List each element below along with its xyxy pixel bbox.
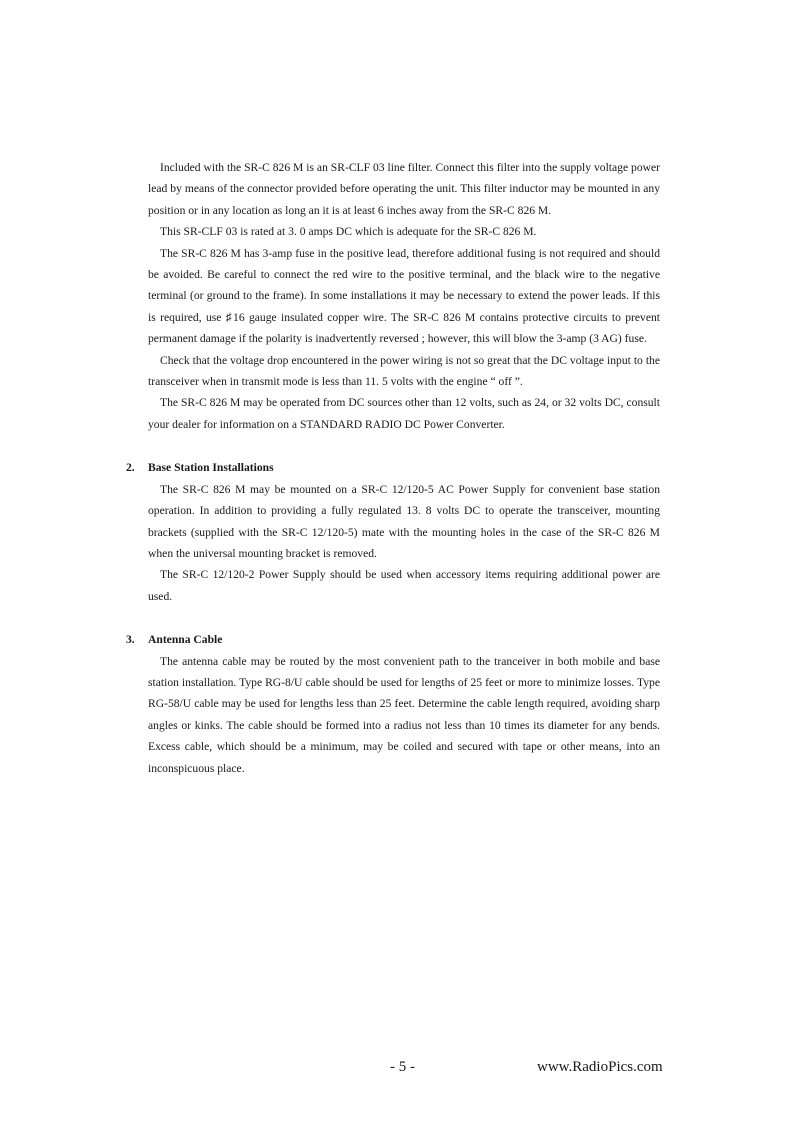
- section-title: Antenna Cable: [148, 633, 223, 647]
- section-number: 3.: [126, 633, 135, 647]
- page-number: - 5 -: [390, 1059, 415, 1075]
- intro-block: [148, 157, 660, 435]
- intro-paragraph-1: Included with the SR-C 826 M is an SR-CLF 03 line filter. Connect this filter into the supply voltage power lead by means of the connector provided before operating the unit. This filter inductor may be mounted in any position or in any location as long an it is at least 6 inches away from the SR-C 826 M.: [148, 161, 660, 217]
- intro-paragraph-4: Check that the voltage drop encountered in the power wiring is not so great that the DC voltage input to the transceiver when in transmit mode is less than 11. 5 volts with the engine “ off ”.: [148, 353, 660, 389]
- section-heading: [126, 457, 660, 478]
- section-heading: [126, 629, 660, 650]
- section-paragraph: The SR-C 12/120-2 Power Supply should be used when accessory items requiring additional power are used.: [148, 568, 660, 603]
- section-antenna-cable: [126, 629, 660, 779]
- intro-paragraph-5: The SR-C 826 M may be operated from DC sources other than 12 volts, such as 24, or 32 volts DC, consult your dealer for information on a STANDARD RADIO DC Power Converter.: [148, 396, 660, 431]
- section-number: 2.: [126, 461, 135, 475]
- intro-paragraph-3: The SR-C 826 M has 3-amp fuse in the positive lead, therefore additional fusing is not required and should be avoided. Be careful to connect the red wire to the positive terminal, and the black wire to the negative terminal (or ground to the frame). In some installations it may be necessary to extend the power leads. If this is required, use ♯16 gauge insulated copper wire. The SR-C 826 M contains protective circuits to prevent permanent damage if the polarity is inadvertently reversed ; however, this will blow the 3-amp (3 AG) fuse.: [148, 246, 660, 346]
- section-title: Base Station Installations: [148, 461, 274, 475]
- section-paragraph: The antenna cable may be routed by the most convenient path to the tranceiver in both mobile and base station installation. Type RG-8/U cable should be used for lengths of 25 feet or more to minimize losses. Type RG-58/U cable may be used for lengths less than 25 feet. Determine the cable length required, avoiding sharp angles or kinks. The cable should be formed into a radius not less than 10 times its diameter for any bends. Excess cable, which should be a minimum, may be coiled and secured with tape or other means, into an inconspicuous place.: [148, 654, 660, 775]
- section-base-station: [126, 457, 660, 607]
- website-link[interactable]: www.RadioPics.com: [537, 1059, 663, 1075]
- section-paragraph: The SR-C 826 M may be mounted on a SR-C 12/120-5 AC Power Supply for convenient base station operation. In addition to providing a fully regulated 13. 8 volts DC to operate the transceiver, mounting brackets (supplied with the SR-C 12/120-5) mate with the mounting holes in the case of the SR-C 826 M when the universal mounting bracket is removed.: [148, 482, 660, 560]
- intro-paragraph-2: This SR-CLF 03 is rated at 3. 0 amps DC which is adequate for the SR-C 826 M.: [160, 225, 537, 239]
- page-body: [126, 157, 660, 779]
